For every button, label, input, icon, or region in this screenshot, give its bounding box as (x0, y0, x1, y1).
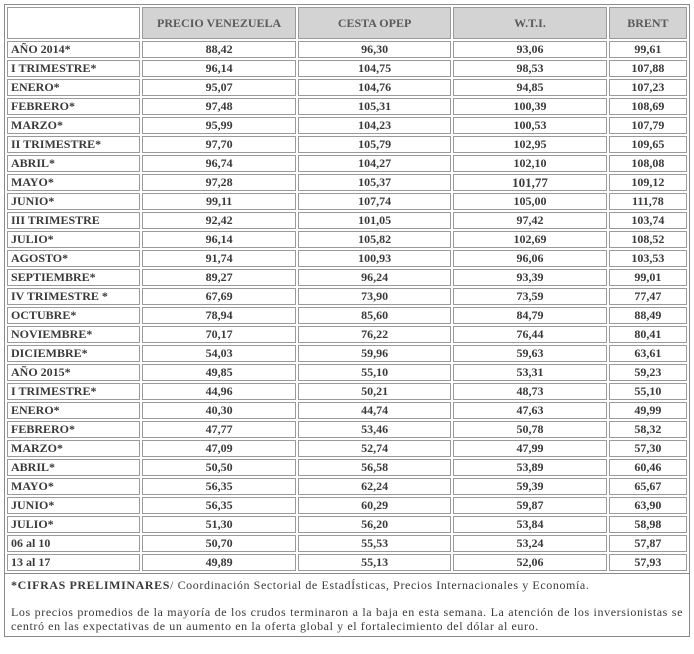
cell-brent: 57,30 (609, 440, 687, 457)
cell-venezuela: 49,85 (142, 364, 295, 381)
cell-brent: 107,79 (609, 117, 687, 134)
cell-venezuela: 97,28 (142, 174, 295, 191)
cell-brent: 65,67 (609, 478, 687, 495)
table-row (7, 459, 687, 476)
cell-brent: 60,46 (609, 459, 687, 476)
table-row (7, 136, 687, 153)
cell-venezuela: 92,42 (142, 212, 295, 229)
cell-brent: 99,61 (609, 41, 687, 58)
cell-brent: 59,23 (609, 364, 687, 381)
cell-opep: 52,74 (298, 440, 451, 457)
row-label: ENERO* (7, 402, 140, 419)
table-row (7, 250, 687, 267)
table-row (7, 364, 687, 381)
cell-opep: 50,21 (298, 383, 451, 400)
cell-opep: 104,76 (298, 79, 451, 96)
cell-brent: 77,47 (609, 288, 687, 305)
table-row (7, 516, 687, 533)
cell-wti: 52,06 (453, 554, 606, 571)
oil-price-table (4, 4, 690, 574)
cell-wti: 73,59 (453, 288, 606, 305)
cell-opep: 96,30 (298, 41, 451, 58)
cell-venezuela: 99,11 (142, 193, 295, 210)
header-brent: BRENT (609, 7, 687, 39)
cell-wti: 105,00 (453, 193, 606, 210)
cell-wti: 102,69 (453, 231, 606, 248)
table-row (7, 383, 687, 400)
cell-brent: 111,78 (609, 193, 687, 210)
cell-wti: 48,73 (453, 383, 606, 400)
header-venezuela: PRECIO VENEZUELA (142, 7, 295, 39)
cell-brent: 63,61 (609, 345, 687, 362)
cell-opep: 55,53 (298, 535, 451, 552)
table-row (7, 288, 687, 305)
cell-venezuela: 95,99 (142, 117, 295, 134)
cell-wti: 97,42 (453, 212, 606, 229)
table-row (7, 307, 687, 324)
cell-opep: 104,27 (298, 155, 451, 172)
cell-wti: 59,39 (453, 478, 606, 495)
row-label: I TRIMESTRE* (7, 383, 140, 400)
table-row (7, 269, 687, 286)
header-blank (7, 7, 140, 39)
cell-brent: 107,23 (609, 79, 687, 96)
row-label: AGOSTO* (7, 250, 140, 267)
table-row (7, 212, 687, 229)
cell-brent: 108,52 (609, 231, 687, 248)
cell-wti: 53,89 (453, 459, 606, 476)
cell-venezuela: 47,77 (142, 421, 295, 438)
row-label: FEBRERO* (7, 98, 140, 115)
table-row (7, 497, 687, 514)
cell-brent: 108,08 (609, 155, 687, 172)
table-row (7, 155, 687, 172)
cell-venezuela: 50,70 (142, 535, 295, 552)
cell-opep: 105,37 (298, 174, 451, 191)
cell-brent: 107,88 (609, 60, 687, 77)
row-label: ABRIL* (7, 459, 140, 476)
table-row (7, 478, 687, 495)
table-row (7, 231, 687, 248)
cell-opep: 105,82 (298, 231, 451, 248)
cell-brent: 49,99 (609, 402, 687, 419)
cell-venezuela: 88,42 (142, 41, 295, 58)
cell-opep: 104,23 (298, 117, 451, 134)
table-body (7, 41, 687, 571)
cell-brent: 88,49 (609, 307, 687, 324)
row-label: JUNIO* (7, 497, 140, 514)
row-label: II TRIMESTRE* (7, 136, 140, 153)
header-wti: W.T.I. (453, 7, 606, 39)
cell-venezuela: 96,14 (142, 60, 295, 77)
table-row (7, 326, 687, 343)
cell-opep: 60,29 (298, 497, 451, 514)
cell-venezuela: 91,74 (142, 250, 295, 267)
cell-opep: 100,93 (298, 250, 451, 267)
row-label: MARZO* (7, 117, 140, 134)
cell-venezuela: 44,96 (142, 383, 295, 400)
row-label: JULIO* (7, 516, 140, 533)
cell-wti: 47,99 (453, 440, 606, 457)
notes-panel (4, 574, 690, 637)
cell-venezuela: 56,35 (142, 478, 295, 495)
cell-venezuela: 40,30 (142, 402, 295, 419)
cell-wti: 102,10 (453, 155, 606, 172)
row-label: III TRIMESTRE (7, 212, 140, 229)
table-row (7, 421, 687, 438)
table-row (7, 193, 687, 210)
row-label: DICIEMBRE* (7, 345, 140, 362)
cell-wti: 93,39 (453, 269, 606, 286)
cell-venezuela: 97,70 (142, 136, 295, 153)
cell-venezuela: 70,17 (142, 326, 295, 343)
cell-wti: 47,63 (453, 402, 606, 419)
cell-wti: 59,63 (453, 345, 606, 362)
header-opep: CESTA OPEP (298, 7, 451, 39)
cell-wti: 100,39 (453, 98, 606, 115)
cell-opep: 62,24 (298, 478, 451, 495)
cell-brent: 63,90 (609, 497, 687, 514)
cell-opep: 59,96 (298, 345, 451, 362)
cell-wti: 100,53 (453, 117, 606, 134)
table-row (7, 41, 687, 58)
row-label: 06 al 10 (7, 535, 140, 552)
cell-venezuela: 89,27 (142, 269, 295, 286)
table-row (7, 98, 687, 115)
cell-venezuela: 67,69 (142, 288, 295, 305)
cell-brent: 109,12 (609, 174, 687, 191)
cell-venezuela: 95,07 (142, 79, 295, 96)
cell-wti: 84,79 (453, 307, 606, 324)
table-row (7, 554, 687, 571)
cell-wti: 53,31 (453, 364, 606, 381)
row-label: 13 al 17 (7, 554, 140, 571)
table-header-row (7, 7, 687, 39)
row-label: IV TRIMESTRE * (7, 288, 140, 305)
cell-venezuela: 47,09 (142, 440, 295, 457)
cell-opep: 85,60 (298, 307, 451, 324)
cell-brent: 108,69 (609, 98, 687, 115)
row-label: JUNIO* (7, 193, 140, 210)
cell-opep: 105,79 (298, 136, 451, 153)
cell-opep: 73,90 (298, 288, 451, 305)
cell-brent: 80,41 (609, 326, 687, 343)
cell-opep: 56,58 (298, 459, 451, 476)
row-label: MARZO* (7, 440, 140, 457)
cell-brent: 109,65 (609, 136, 687, 153)
cell-wti: 101,77 (453, 174, 606, 191)
cell-venezuela: 50,50 (142, 459, 295, 476)
cell-brent: 58,32 (609, 421, 687, 438)
cell-brent: 103,53 (609, 250, 687, 267)
cell-venezuela: 56,35 (142, 497, 295, 514)
row-label: MAYO* (7, 174, 140, 191)
cell-venezuela: 49,89 (142, 554, 295, 571)
preliminary-label: *CIFRAS PRELIMINARES (11, 578, 171, 592)
cell-wti: 59,87 (453, 497, 606, 514)
table-row (7, 535, 687, 552)
row-label: I TRIMESTRE* (7, 60, 140, 77)
cell-opep: 105,31 (298, 98, 451, 115)
row-label: NOVIEMBRE* (7, 326, 140, 343)
table-row (7, 79, 687, 96)
cell-venezuela: 96,74 (142, 155, 295, 172)
cell-opep: 101,05 (298, 212, 451, 229)
row-label: ABRIL* (7, 155, 140, 172)
cell-wti: 98,53 (453, 60, 606, 77)
cell-opep: 53,46 (298, 421, 451, 438)
row-label: SEPTIEMBRE* (7, 269, 140, 286)
table-row (7, 345, 687, 362)
cell-brent: 55,10 (609, 383, 687, 400)
cell-venezuela: 51,30 (142, 516, 295, 533)
source-note (5, 576, 689, 593)
cell-opep: 96,24 (298, 269, 451, 286)
cell-brent: 99,01 (609, 269, 687, 286)
cell-opep: 104,75 (298, 60, 451, 77)
cell-wti: 93,06 (453, 41, 606, 58)
row-label: AÑO 2015* (7, 364, 140, 381)
table-row (7, 174, 687, 191)
row-label: FEBRERO* (7, 421, 140, 438)
cell-wti: 50,78 (453, 421, 606, 438)
cell-wti: 53,84 (453, 516, 606, 533)
cell-opep: 76,22 (298, 326, 451, 343)
table-row (7, 60, 687, 77)
cell-opep: 56,20 (298, 516, 451, 533)
table-row (7, 117, 687, 134)
table-row (7, 440, 687, 457)
cell-venezuela: 54,03 (142, 345, 295, 362)
oil-price-report (4, 4, 690, 637)
row-label: ENERO* (7, 79, 140, 96)
row-label: JULIO* (7, 231, 140, 248)
row-label: MAYO* (7, 478, 140, 495)
cell-wti: 96,06 (453, 250, 606, 267)
cell-venezuela: 78,94 (142, 307, 295, 324)
market-summary: Los precios promedios de la mayoría de los crudos terminaron a la baja en esta semana. La atención de los inversionistas se centró en las expectativas de un aumento en la oferta global y el fortalecimiento del dólar al euro. (11, 605, 683, 633)
row-label: AÑO 2014* (7, 41, 140, 58)
cell-wti: 53,24 (453, 535, 606, 552)
cell-opep: 55,10 (298, 364, 451, 381)
cell-wti: 102,95 (453, 136, 606, 153)
cell-opep: 107,74 (298, 193, 451, 210)
cell-brent: 103,74 (609, 212, 687, 229)
row-label: OCTUBRE* (7, 307, 140, 324)
cell-venezuela: 97,48 (142, 98, 295, 115)
cell-venezuela: 96,14 (142, 231, 295, 248)
cell-opep: 44,74 (298, 402, 451, 419)
table-row (7, 402, 687, 419)
cell-brent: 57,93 (609, 554, 687, 571)
cell-opep: 55,13 (298, 554, 451, 571)
cell-brent: 57,87 (609, 535, 687, 552)
cell-wti: 76,44 (453, 326, 606, 343)
cell-brent: 58,98 (609, 516, 687, 533)
cell-wti: 94,85 (453, 79, 606, 96)
source-text: / Coordinación Sectorial de EstadÍsticas, Precios Internacionales y Economía. (170, 578, 590, 592)
